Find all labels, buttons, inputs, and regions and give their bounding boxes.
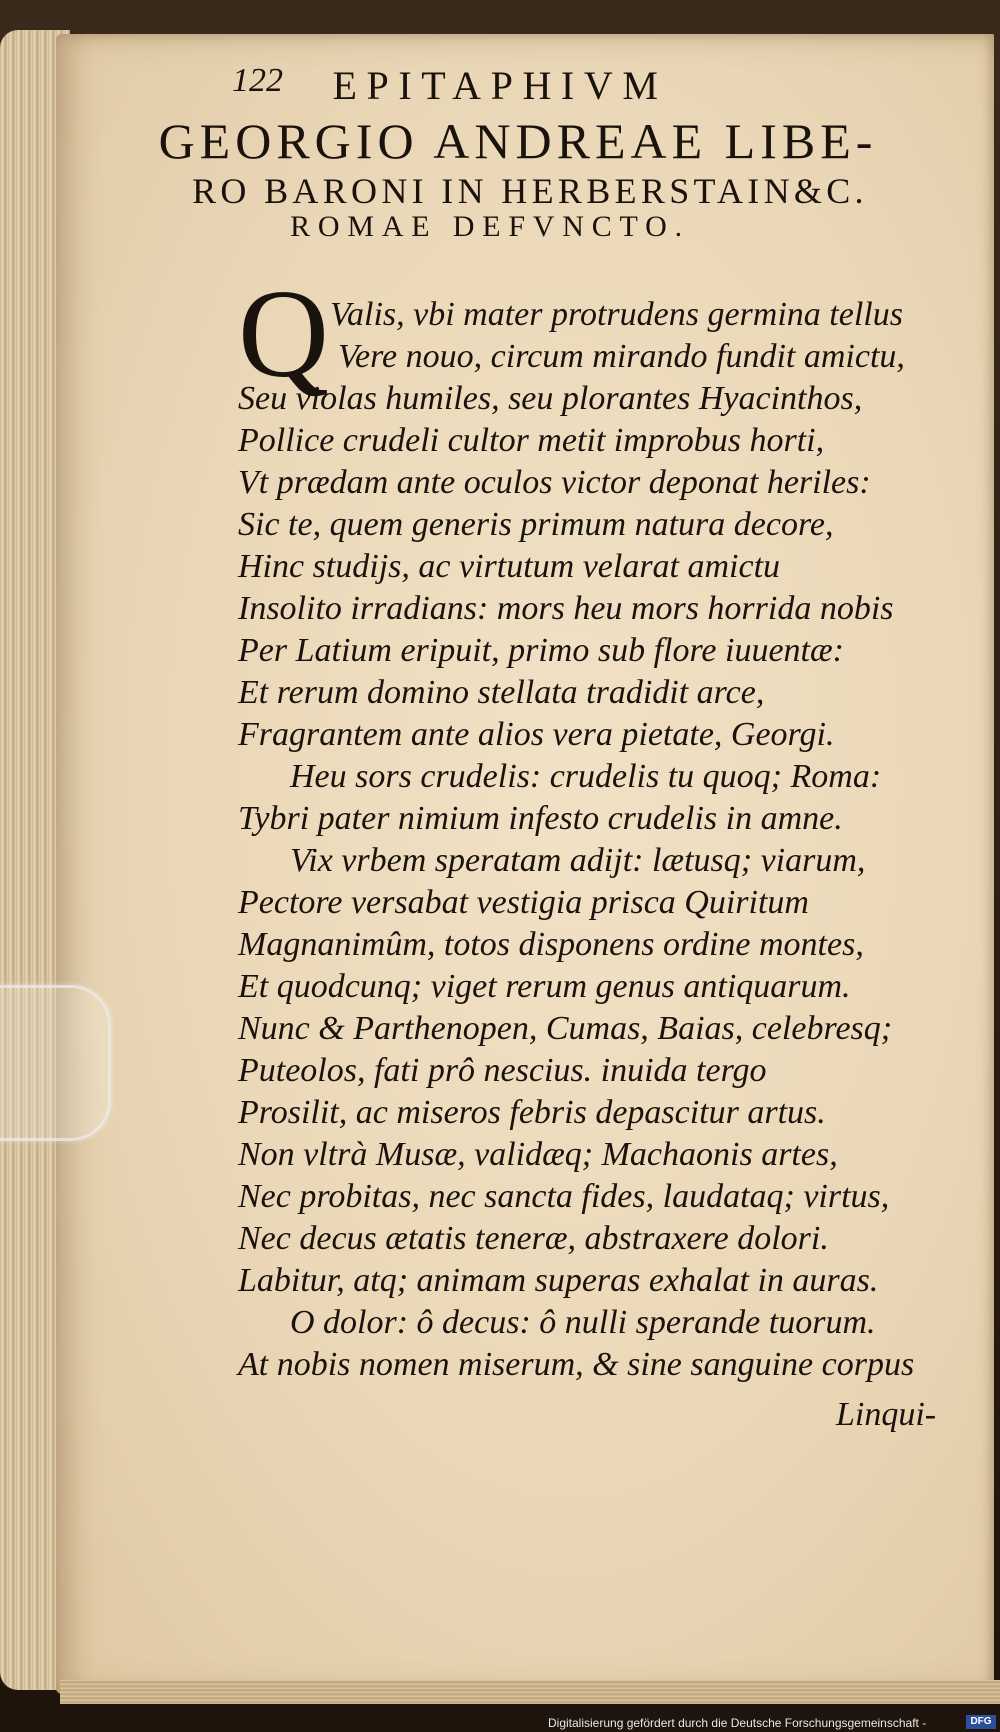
verse-line: Valis, vbi mater protrudens germina tellus [330, 296, 903, 333]
verse-line: Insolito irradians: mors heu mors horrida nobis [238, 590, 894, 627]
catchword: Linqui- [836, 1396, 937, 1433]
verse-line: Sic te, quem generis primum natura decore, [238, 506, 834, 543]
title-epitaphium: EPITAPHIVM [332, 63, 668, 108]
verse-line: Per Latium eripuit, primo sub flore iuuentæ: [238, 632, 845, 669]
verse-line: At nobis nomen miserum, & sine sanguine corpus [238, 1346, 915, 1383]
verse-line: Puteolos, fati prô nescius. inuida tergo [238, 1052, 767, 1089]
verse-line: Seu violas humiles, seu plorantes Hyacinthos, [238, 380, 863, 417]
page-clip [0, 985, 111, 1141]
dfg-logo: DFG [966, 1715, 996, 1729]
page-number: 122 [232, 62, 283, 99]
verse-line: Nec decus ætatis teneræ, abstraxere dolori. [238, 1220, 829, 1257]
verse-line: Vt prædam ante oculos victor deponat heriles: [238, 464, 871, 501]
verse-line: Tybri pater nimium infesto crudelis in amne. [238, 800, 843, 837]
verse-line: O dolor: ô decus: ô nulli sperande tuorum. [290, 1304, 876, 1341]
drop-cap: Q [238, 265, 329, 404]
verse-line: Nec probitas, nec sancta fides, laudataq; virtus, [238, 1178, 890, 1215]
verse-line: Pollice crudeli cultor metit improbus horti, [238, 422, 825, 459]
page-bottom-edge [60, 1680, 1000, 1704]
digitization-credit: Digitalisierung gefördert durch die Deutsche Forschungsgemeinschaft - [548, 1716, 927, 1730]
verse-line: Fragrantem ante alios vera pietate, Georgi. [238, 716, 835, 753]
verse-line: Non vltrà Musæ, validæq; Machaonis artes, [238, 1136, 838, 1173]
verse-line: Prosilit, ac miseros febris depascitur artus. [238, 1094, 826, 1131]
verse-line: Vix vrbem speratam adijt: lætusq; viarum, [290, 842, 866, 879]
verse-line: Nunc & Parthenopen, Cumas, Baias, celebresq; [238, 1010, 893, 1047]
verse-line: Et rerum domino stellata tradidit arce, [238, 674, 765, 711]
verse-line: Heu sors crudelis: crudelis tu quoq; Roma: [290, 758, 882, 795]
title-line-baroni: RO BARONI IN HERBERSTAIN&C. [192, 171, 868, 211]
verse-line: Labitur, atq; animam superas exhalat in auras. [238, 1262, 879, 1299]
verse-line: Vere nouo, circum mirando fundit amictu, [338, 338, 905, 375]
verse-line: Et quodcunq; viget rerum genus antiquarum. [238, 968, 851, 1005]
verse-line: Magnanimûm, totos disponens ordine montes, [238, 926, 864, 963]
title-line-romae: ROMAE DEFVNCTO. [290, 210, 690, 243]
title-line-georgio: GEORGIO ANDREAE LIBE- [158, 113, 878, 169]
verse-line: Hinc studijs, ac virtutum velarat amictu [238, 548, 781, 585]
verse-line: Pectore versabat vestigia prisca Quiritum [238, 884, 809, 921]
